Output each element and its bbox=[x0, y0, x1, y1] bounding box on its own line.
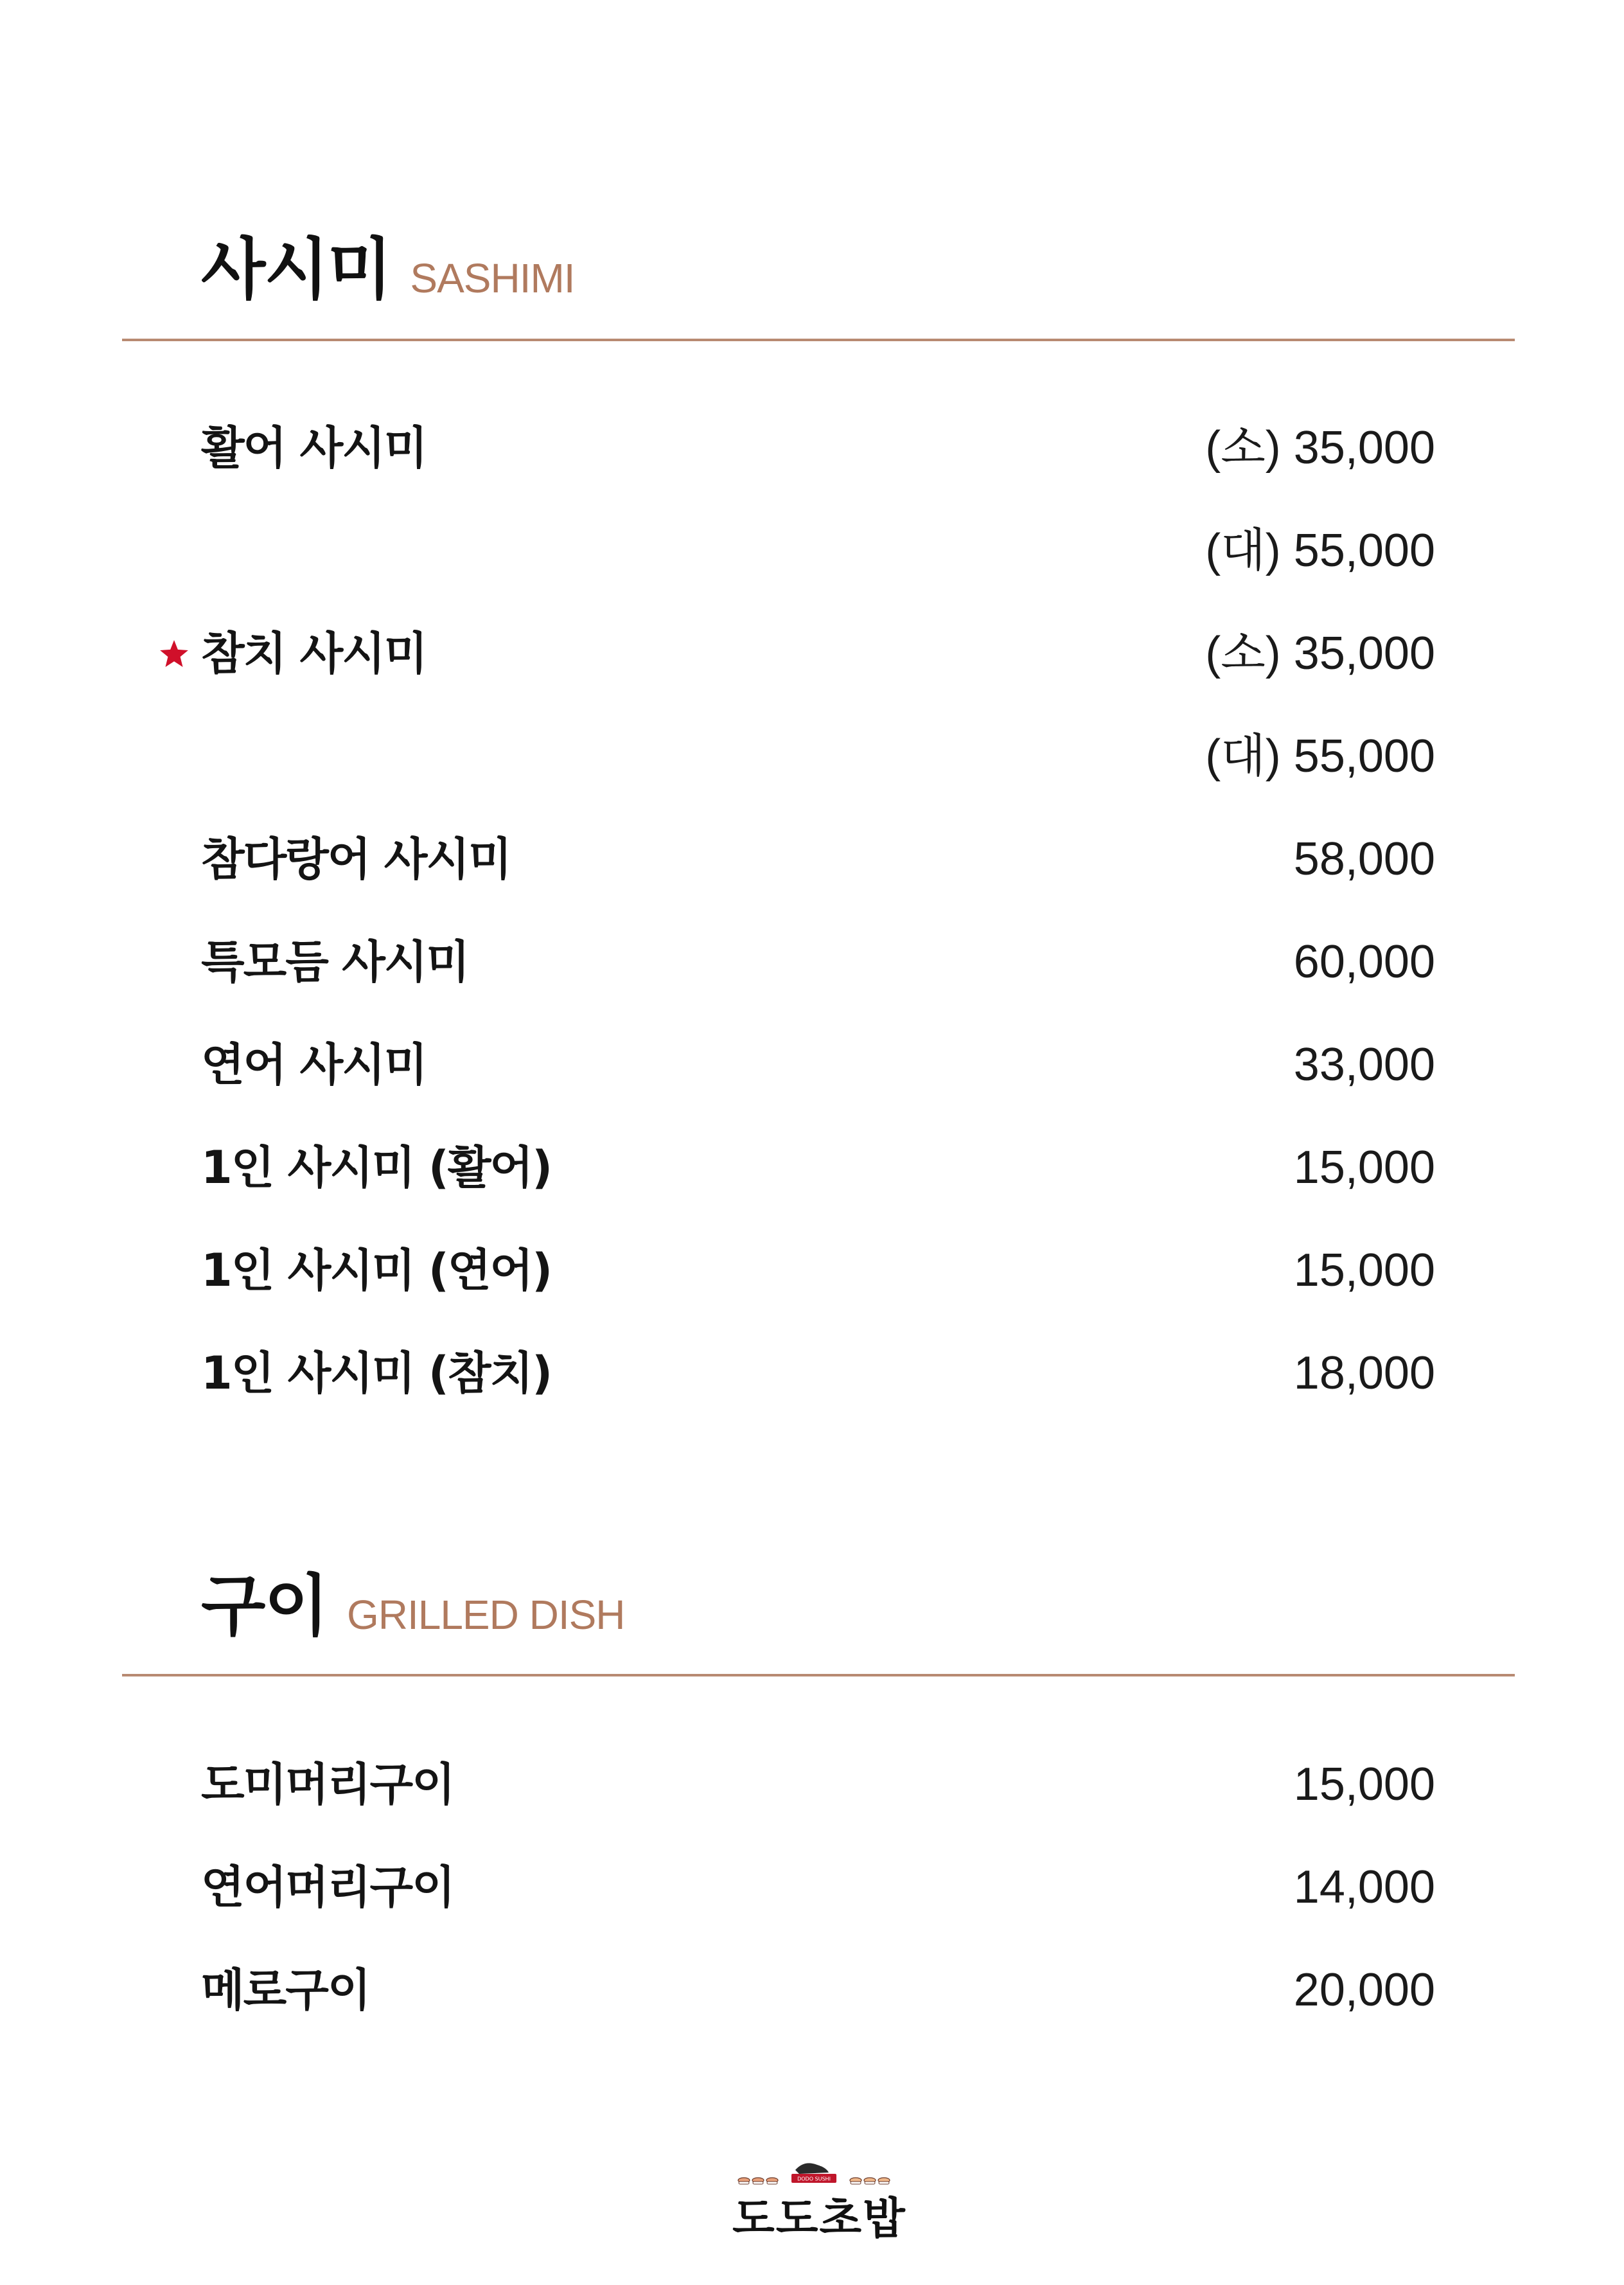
menu-item bbox=[0, 827, 1624, 891]
logo-badge-text: DODO SUSHI bbox=[797, 2176, 831, 2182]
menu-item bbox=[0, 621, 1624, 686]
item-name: 연어 사시미 bbox=[201, 1038, 427, 1091]
item-price: 33,000 bbox=[1293, 1039, 1435, 1090]
item-price: 15,000 bbox=[1293, 1759, 1435, 1810]
item-price: (소) 35,000 bbox=[1205, 628, 1435, 679]
grilled-title-en: GRILLED DISH bbox=[346, 1592, 625, 1638]
item-name: 참다랑어 사시미 bbox=[201, 833, 511, 885]
sashimi-title-en: SASHIMI bbox=[410, 255, 575, 301]
item-price: 20,000 bbox=[1293, 1964, 1435, 2016]
brand-logo bbox=[732, 2156, 906, 2246]
item-price: 58,000 bbox=[1293, 833, 1435, 885]
menu-item bbox=[0, 930, 1624, 994]
item-price: 18,000 bbox=[1293, 1347, 1435, 1399]
item-name: 1인 사시미 (활어) bbox=[201, 1141, 552, 1194]
item-name: 특모듬 사시미 bbox=[201, 936, 469, 988]
menu-item bbox=[0, 1958, 1624, 2022]
menu-item bbox=[0, 724, 1624, 788]
sashimi-title-ko: 사시미 bbox=[201, 230, 391, 308]
sashimi-divider bbox=[122, 339, 1515, 341]
menu-item bbox=[0, 416, 1624, 480]
item-name: 1인 사시미 (참치) bbox=[201, 1347, 552, 1400]
item-name: 참치 사시미 bbox=[201, 627, 427, 680]
item-price: (대) 55,000 bbox=[1205, 731, 1435, 782]
item-price: 60,000 bbox=[1293, 936, 1435, 988]
menu-item bbox=[0, 1341, 1624, 1405]
sashimi-heading bbox=[201, 215, 575, 312]
item-price: (소) 35,000 bbox=[1205, 422, 1435, 474]
grilled-divider bbox=[122, 1674, 1515, 1676]
grilled-heading bbox=[201, 1552, 625, 1648]
menu-item bbox=[0, 1033, 1624, 1097]
menu-item bbox=[0, 1238, 1624, 1303]
item-name: 1인 사시미 (연어) bbox=[201, 1244, 552, 1297]
star-icon bbox=[157, 638, 191, 670]
item-price: 15,000 bbox=[1293, 1142, 1435, 1193]
sushi-logo-icon bbox=[732, 2156, 899, 2187]
logo-text: 도도초밥 bbox=[732, 2193, 906, 2245]
item-name: 메로구이 bbox=[201, 1964, 370, 2016]
item-price: 15,000 bbox=[1293, 1245, 1435, 1296]
item-name: 활어 사시미 bbox=[201, 422, 427, 474]
item-price: (대) 55,000 bbox=[1205, 525, 1435, 576]
grilled-title-ko: 구이 bbox=[201, 1567, 328, 1645]
item-price: 14,000 bbox=[1293, 1862, 1435, 1913]
menu-item bbox=[0, 1855, 1624, 1919]
menu-item bbox=[0, 1135, 1624, 1200]
item-name: 도미머리구이 bbox=[201, 1758, 454, 1811]
menu-item bbox=[0, 1752, 1624, 1817]
menu-item bbox=[0, 519, 1624, 583]
item-name: 연어머리구이 bbox=[201, 1861, 454, 1914]
